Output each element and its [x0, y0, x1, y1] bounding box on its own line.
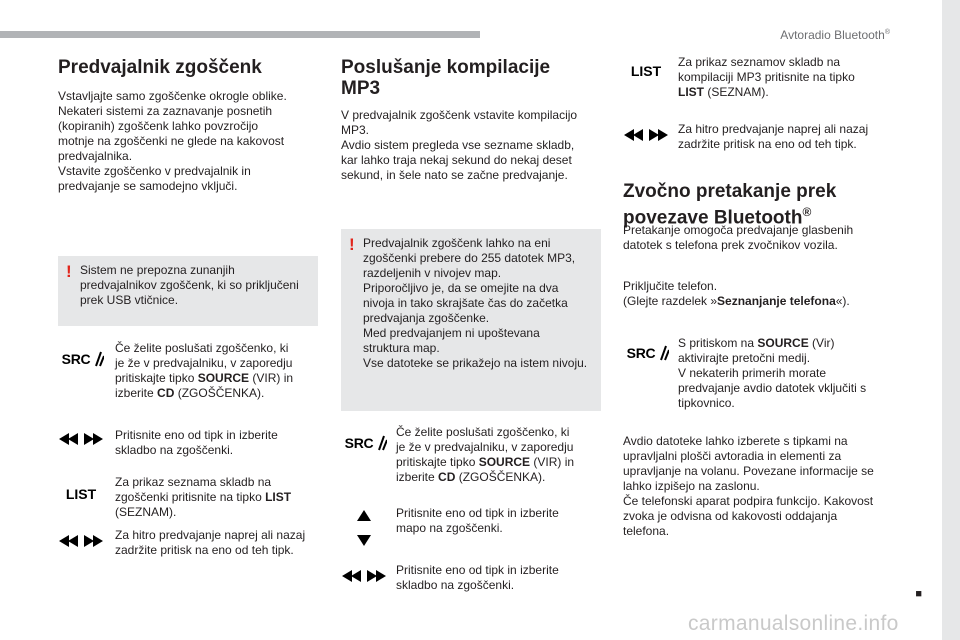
- seek-instruction-text: Pritisnite eno od tipk in izberite skladbo na zgoščenki.: [115, 428, 278, 457]
- source-instruction: [623, 336, 888, 412]
- seek-instruction: [58, 428, 318, 462]
- note-box-usb: [58, 256, 318, 326]
- section-title-mp3: Poslušanje kompilacije MP3: [341, 57, 551, 99]
- list-instruction: [623, 55, 888, 105]
- mp3-intro-text: V predvajalnik zgoščenk vstavite kompilacijo MP3. Avdio sistem pregleda vse sezname skladb, kar lahko traja nekaj sekund do nekaj deset sekund, in šele nato se začne predvajanje.: [341, 108, 578, 182]
- note-box-mp3: [341, 229, 601, 411]
- fast-forward-instruction-text: Za hitro predvajanje naprej ali nazaj zadržite pritisk na eno od teh tipk.: [678, 122, 869, 151]
- source-icon: SRC: [58, 349, 108, 369]
- list-icon: LIST: [630, 63, 662, 79]
- source-icon: SRC: [623, 343, 673, 363]
- seek-instruction: [341, 563, 603, 597]
- seek-instruction-text: Pritisnite eno od tipk in izberite skladbo na zgoščenki.: [396, 563, 559, 592]
- warning-icon: !: [66, 262, 72, 281]
- bluetooth-intro-text: Pretakanje omogoča predvajanje glasbenih datotek s telefona prek zvočnikov vozila.: [623, 223, 854, 252]
- list-instruction-text: Za prikaz seznama skladb na zgoščenki pritisnite na tipko LIST (SEZNAM).: [115, 475, 292, 519]
- note-text: Sistem ne prepozna zunanjih predvajalnikov zgoščenk, ki so priključeni prek USB vtičnice.: [80, 263, 299, 307]
- section-title-bluetooth-streaming: Zvočno pretakanje prek povezave Bluetooth®: [623, 181, 837, 229]
- fast-forward-icon: [58, 534, 104, 548]
- source-instruction-text: S pritiskom na SOURCE (Vir) aktivirajte pretočni medij. V nekaterih primerih morate predvajanje avdio datotek vključiti s tipkovnico.: [678, 336, 867, 410]
- header-bar: [0, 31, 480, 38]
- fast-forward-icon: [623, 128, 669, 142]
- watermark: carmanualsonline.info: [688, 612, 899, 635]
- list-instruction: [58, 475, 318, 525]
- seek-icon: [58, 432, 104, 446]
- section-title-cd-player: Predvajalnik zgoščenk: [58, 57, 262, 78]
- header-title: Avtoradio Bluetooth®: [780, 28, 890, 42]
- page-edge-strip: [942, 0, 960, 640]
- folder-instruction-text: Pritisnite eno od tipk in izberite mapo na zgoščenki.: [396, 506, 559, 535]
- bluetooth-outro-text: Avdio datoteke lahko izberete s tipkami na upravljalni plošči avtoradia in elementi za upravljanje na volanu. Povezane informacije se lahko izpišejo na zaslonu. Če telefonski aparat podpira funkcijo. Kakovost zvoka je odvisna od kakovosti oddajanja telefona.: [623, 434, 874, 538]
- folder-up-down-icon: [353, 510, 375, 546]
- fast-forward-instruction: [58, 528, 318, 562]
- list-instruction-text: Za prikaz seznamov skladb na kompilaciji MP3 pritisnite na tipko LIST (SEZNAM).: [678, 55, 855, 99]
- seek-icon: [341, 569, 387, 583]
- folder-instruction: [341, 506, 603, 546]
- list-icon: LIST: [65, 486, 97, 502]
- source-instruction-text: Če želite poslušati zgoščenko, ki je že v predvajalniku, v zaporedju pritiskajte tipko SOURCE (VIR) in izberite CD (ZGOŠČENKA).: [396, 425, 575, 484]
- source-instruction: [58, 341, 318, 411]
- cd-intro-text: Vstavljajte samo zgoščenke okrogle oblike. Nekateri sistemi za zaznavanje posnetih (kopiranih) zgoščenk lahko povzročijo motnje na zgoščenki ne glede na kakovost predvajalnika. Vstavite zgoščenko v predvajalnik in predvajanje se samodejno vključi.: [58, 89, 287, 193]
- warning-icon: !: [349, 235, 355, 254]
- note-text: Predvajalnik zgoščenk lahko na eni zgoščenki prebere do 255 datotek MP3, razdeljenih v nivojev map. Priporočljivo je, da se omejite na dva nivoja in tako skrajšate čas do začetka predvajanja zgoščenke. Med predvajanjem ni upoštevana struktura map. Vse datoteke se prikažejo na istem nivoju.: [363, 236, 588, 370]
- connect-phone-text: Priključite telefon. (Glejte razdelek »Seznanjanje telefona«).: [623, 279, 850, 308]
- source-instruction: [341, 425, 603, 495]
- source-instruction-text: Če želite poslušati zgoščenko, ki je že v predvajalniku, v zaporedju pritiskajte tipko SOURCE (VIR) in izberite CD (ZGOŠČENKA).: [115, 341, 294, 400]
- page-marker: ■: [915, 588, 922, 600]
- source-icon: SRC: [341, 433, 391, 453]
- fast-forward-instruction: [623, 122, 888, 156]
- fast-forward-instruction-text: Za hitro predvajanje naprej ali nazaj zadržite pritisk na eno od teh tipk.: [115, 528, 306, 557]
